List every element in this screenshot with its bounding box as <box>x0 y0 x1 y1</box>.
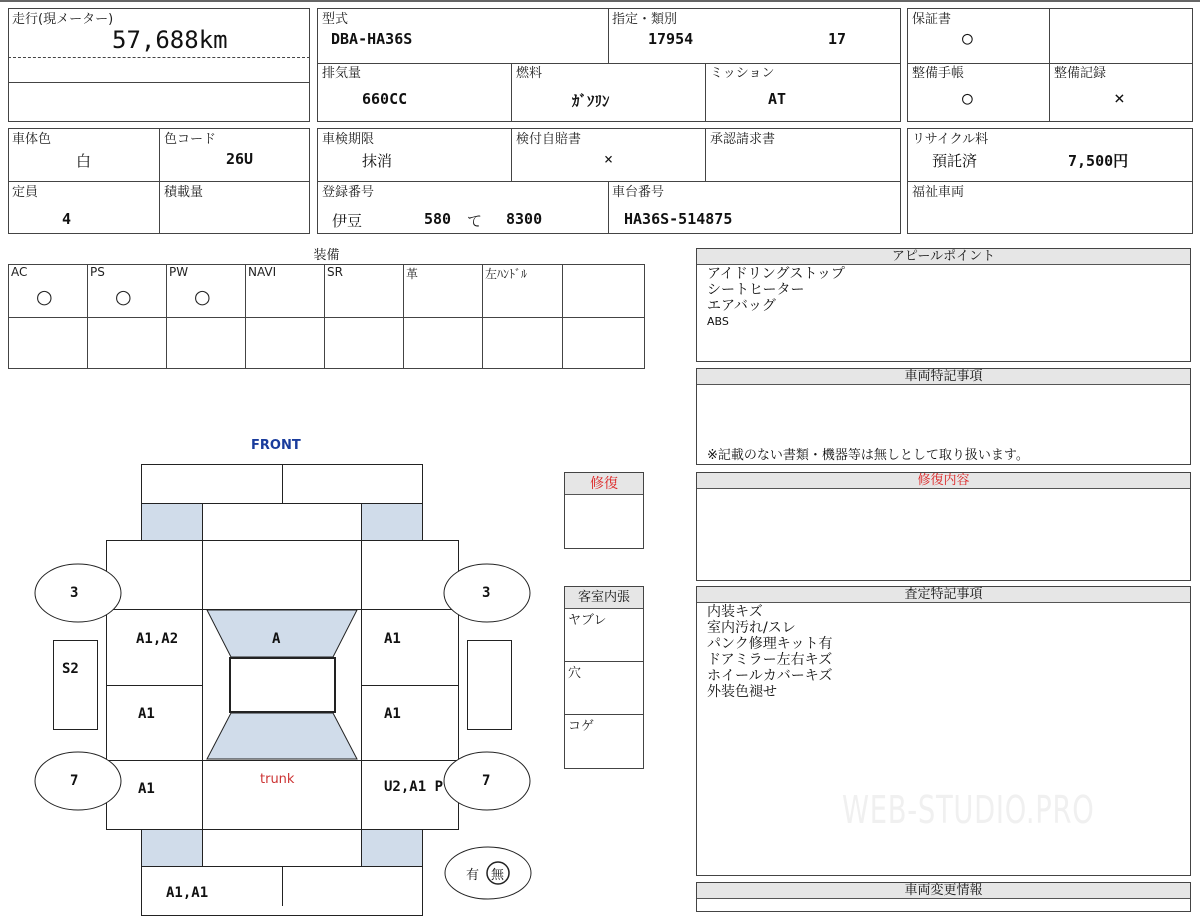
inspection-value: 抹消 <box>362 152 393 170</box>
equipment-value: ○ <box>194 286 211 308</box>
insurance-value: × <box>604 150 614 168</box>
special-notes-title: 車両特記事項 <box>697 369 1190 385</box>
assessment-title: 査定特記事項 <box>697 587 1190 603</box>
assessment-item: パンク修理キット有 <box>707 636 833 652</box>
maint-record-label: 整備記録 <box>1054 66 1107 81</box>
maint-book-value: ○ <box>962 88 973 109</box>
reg-area: 伊豆 <box>332 212 363 230</box>
color-code-label: 色コード <box>164 132 217 147</box>
assessment-item: 内装キズ <box>707 604 763 620</box>
front-right-fender-damage: A1 <box>384 631 401 647</box>
equipment-label: 革 <box>406 267 419 281</box>
equipment-title: 装備 <box>8 248 645 265</box>
left-front-door-damage: A1 <box>138 706 155 722</box>
interior-title: 客室内張 <box>565 587 643 609</box>
equipment-label: NAVI <box>248 265 277 279</box>
class-value: 17 <box>828 30 847 48</box>
front-right-pillar <box>361 503 423 541</box>
maint-record-value: × <box>1114 88 1125 109</box>
mission-label: ミッション <box>710 66 775 81</box>
maint-book-label: 整備手帳 <box>912 66 965 81</box>
special-notes-footer: ※記載のない書類・機器等は無しとして取り扱います。 <box>707 448 1029 463</box>
welfare-label: 福祉車両 <box>912 185 965 200</box>
tire-rear-left: 7 <box>70 773 79 789</box>
repair-title: 修復 <box>565 473 643 495</box>
mileage-value: 57,688km <box>112 26 228 54</box>
model-value: DBA-HA36S <box>331 30 413 48</box>
change-info-title: 車両変更情報 <box>697 883 1190 899</box>
trunk-label: trunk <box>260 772 295 787</box>
equipment-label: AC <box>11 265 28 279</box>
nashi-label: 無 <box>491 868 505 883</box>
inspection-label: 車検期限 <box>322 132 375 147</box>
appeal-item: エアバッグ <box>707 298 776 314</box>
model-label: 型式 <box>322 12 349 27</box>
capacity-value: 4 <box>62 210 72 228</box>
right-front-door-damage: A1 <box>384 706 401 722</box>
appeal-item: アイドリングストップ <box>707 266 845 282</box>
watermark: WEB-STUDIO.PRO <box>842 788 1095 832</box>
assessment-item: 外装色褪せ <box>707 684 777 700</box>
designation-label: 指定・類別 <box>612 12 678 27</box>
recycle-status: 預託済 <box>932 152 978 170</box>
front-label: FRONT <box>251 438 301 453</box>
appeal-item: シートヒーター <box>707 282 805 298</box>
equipment-label: SR <box>327 265 343 279</box>
fuel-value: ｶﾞｿﾘﾝ <box>572 92 610 110</box>
color-value: 白 <box>76 152 92 170</box>
repair-details-title: 修復内容 <box>697 473 1190 489</box>
equipment-label: PS <box>90 265 105 279</box>
recycle-label: リサイクル料 <box>912 132 989 147</box>
ari-nashi-oval <box>442 845 534 901</box>
front-left-pillar <box>141 503 203 541</box>
displacement-value: 660CC <box>362 90 408 108</box>
insurance-label: 検付自賠書 <box>516 132 582 147</box>
rear-bumper-damage: A1,A1 <box>166 885 209 901</box>
mileage-label: 走行(現メーター) <box>12 12 114 27</box>
interior-row-tear: ヤブレ <box>568 613 607 628</box>
appeal-list <box>707 266 845 330</box>
load-label: 積載量 <box>164 185 204 200</box>
assessment-item: 室内汚れ/スレ <box>707 620 796 636</box>
equipment-value: ○ <box>36 286 53 308</box>
tire-front-right: 3 <box>482 585 491 601</box>
interior-row-hole: 穴 <box>568 666 582 681</box>
approval-label: 承認請求書 <box>710 132 776 147</box>
tire-rear-right: 7 <box>482 773 491 789</box>
equipment-label: 左ﾊﾝﾄﾞﾙ <box>485 267 528 281</box>
reg-class: 580 <box>424 210 452 228</box>
assessment-item: ドアミラー左右キズ <box>707 652 833 668</box>
color-code-value: 26U <box>226 150 254 168</box>
hood-damage: A <box>272 631 281 647</box>
reg-kana: て <box>467 212 483 230</box>
rear-panel <box>202 829 362 867</box>
recycle-amount: 7,500円 <box>1068 152 1129 170</box>
interior-row-burn: コゲ <box>568 719 595 734</box>
warranty-label: 保証書 <box>912 12 952 27</box>
right-rear-damage: U2,A1 P <box>384 779 444 795</box>
tire-front-left: 3 <box>70 585 79 601</box>
designation-value: 17954 <box>648 30 694 48</box>
ari-label: 有 <box>466 868 480 883</box>
front-left-fender-damage: A1,A2 <box>136 631 179 647</box>
chassis-value: HA36S-514875 <box>624 210 733 228</box>
left-rear-damage: A1 <box>138 781 155 797</box>
color-label: 車体色 <box>12 132 52 147</box>
front-panel <box>202 503 362 541</box>
capacity-label: 定員 <box>12 185 39 200</box>
assessment-item: ホイールカバーキズ <box>707 668 833 684</box>
warranty-value: ○ <box>962 28 973 49</box>
appeal-item: ABS <box>707 315 729 328</box>
equipment-value: ○ <box>115 286 132 308</box>
fuel-label: 燃料 <box>516 66 543 81</box>
reg-number: 8300 <box>506 210 543 228</box>
rear-right-pillar <box>361 829 423 867</box>
rear-left-pillar <box>141 829 203 867</box>
appeal-title: アピールポイント <box>697 249 1190 265</box>
chassis-label: 車台番号 <box>612 185 665 200</box>
reg-label: 登録番号 <box>322 185 375 200</box>
side-left-damage: S2 <box>62 661 79 677</box>
equipment-label: PW <box>169 265 189 279</box>
displacement-label: 排気量 <box>322 66 362 81</box>
assessment-list <box>707 604 832 700</box>
mission-value: AT <box>768 90 787 108</box>
